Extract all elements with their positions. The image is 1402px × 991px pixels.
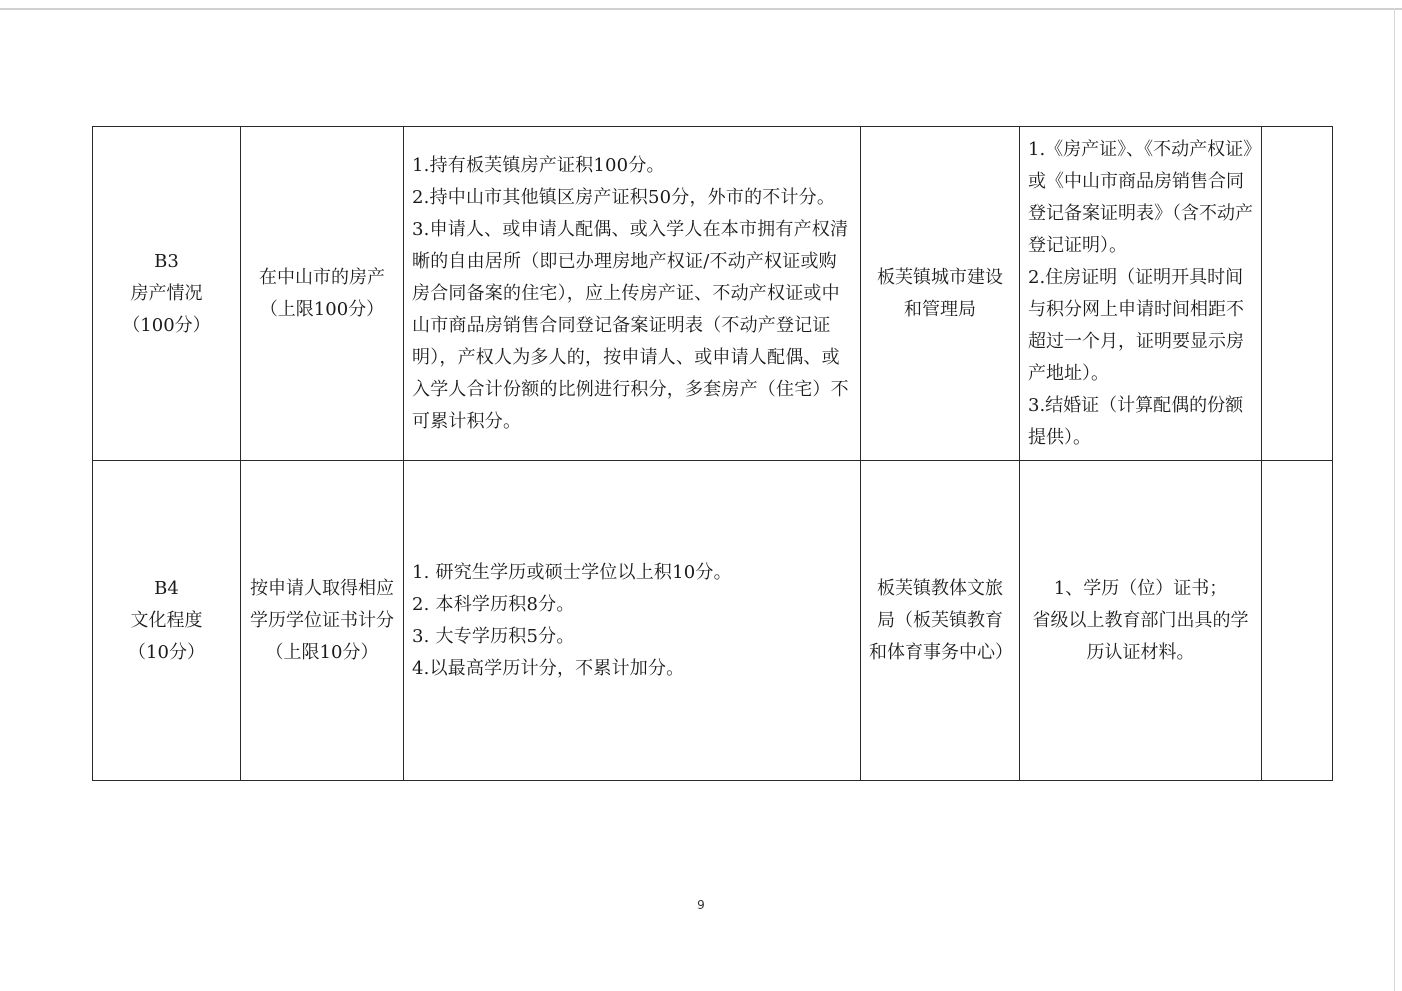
scoring-cell-b4: [404, 461, 861, 781]
page-number: 9: [697, 898, 705, 912]
table-row-b3: [93, 127, 1333, 461]
scoring-text: 1. 研究生学历或硕士学位以上积10分。 2. 本科学历积8分。 3. 大专学历积5分。 4.以最高学历计分，不累计加分。: [412, 561, 732, 679]
item-code: B3: [154, 250, 179, 272]
materials-cell-b3: [1020, 127, 1262, 461]
scoring-cell-b3: [404, 127, 861, 461]
item-cell-b3: [93, 127, 241, 461]
item-points: （100分）: [122, 314, 211, 336]
scan-top-edge: [0, 8, 1402, 10]
department-cell-b4: [861, 461, 1020, 781]
item-points: （10分）: [128, 641, 205, 663]
item-category: 文化程度: [130, 609, 203, 631]
item-category: 房产情况: [130, 282, 203, 304]
indicator-cell-b3: [241, 127, 404, 461]
materials-text: 1.《房产证》、《不动产权证》或《中山市商品房销售合同登记备案证明表》（含不动产登记证明）。 2.住房证明（证明开具时间与积分网上申请时间相距不超过一个月，证明要显示房产地址）。 3.结婚证（计算配偶的份额提供）。: [1028, 138, 1253, 448]
remarks-cell-b4: [1262, 461, 1333, 781]
item-code: B4: [154, 577, 179, 599]
scan-right-edge: [1394, 8, 1395, 991]
indicator-text: 在中山市的房产 （上限100分）: [259, 266, 385, 320]
department-text: 板芙镇城市建设和管理局: [877, 266, 1003, 320]
remarks-cell-b3: [1262, 127, 1333, 461]
materials-text: 1、学历（位）证书； 省级以上教育部门出具的学历认证材料。: [1032, 577, 1249, 663]
department-text: 板芙镇教体文旅局（板芙镇教育和体育事务中心）: [869, 577, 1013, 663]
indicator-text: 按申请人取得相应学历学位证书计分 （上限10分）: [250, 577, 394, 663]
materials-cell-b4: [1020, 461, 1262, 781]
table-row-b4: [93, 461, 1333, 781]
indicator-cell-b4: [241, 461, 404, 781]
points-table: [92, 126, 1333, 781]
department-cell-b3: [861, 127, 1020, 461]
scoring-text: 1.持有板芙镇房产证积100分。 2.持中山市其他镇区房产证积50分，外市的不计分。 3.申请人、或申请人配偶、或入学人在本市拥有产权清晰的自由居所（即已办理房地产权证/不动产权证或购房合同备案的住宅），应上传房产证、不动产权证或中山市商品房销售合同登记备案证明表（不动产登记证明），产权人为多人的，按申请人、或申请人配偶、或入学人合计份额的比例进行积分，多套房产（住宅）不可累计积分。: [412, 154, 849, 432]
item-cell-b4: [93, 461, 241, 781]
